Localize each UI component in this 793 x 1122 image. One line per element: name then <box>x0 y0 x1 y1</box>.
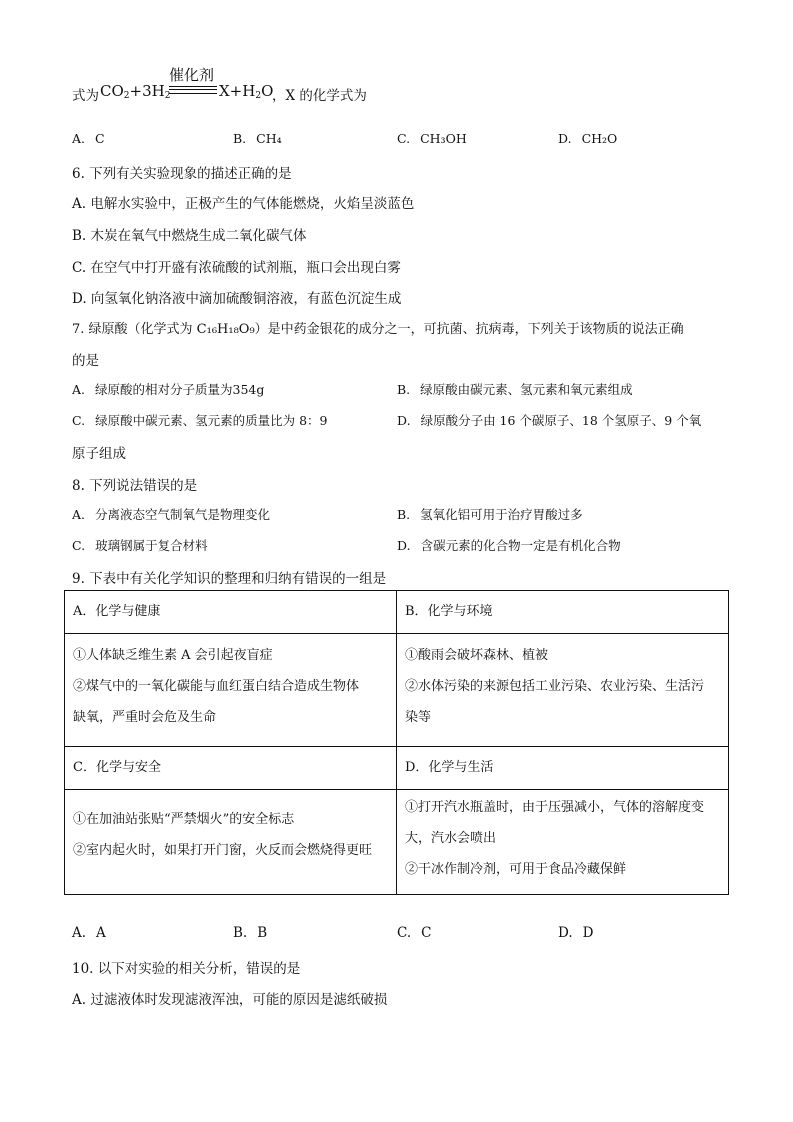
table-cell-c-head: C．化学与安全 <box>65 747 397 790</box>
table-cell-b-head: B．化学与环境 <box>397 591 729 634</box>
q7-stem-line1: 7. 绿原酸（化学式为 C₁₆H₁₈O₉）是中药金银花的成分之一，可抗菌、抗病毒，下列关于该物质的说法正确 <box>72 322 684 337</box>
q6-option-d[interactable]: D. 向氢氧化钠洛液中滴加硫酸铜溶液，有蓝色沉淀生成 <box>72 291 402 307</box>
q8-option-b[interactable]: B. 氢氧化铝可用于治疗胃酸过多 <box>397 507 583 522</box>
q5-option-a[interactable]: A. C <box>72 131 105 146</box>
equation-prefix: 式为 <box>72 88 99 104</box>
q7-option-d[interactable]: D. 绿原酸分子由 16 个碳原子、18 个氢原子、9 个氧 <box>397 413 702 428</box>
q5-option-c[interactable]: C. CH₃OH <box>397 131 467 146</box>
q9-option-d[interactable]: D. D <box>558 925 594 941</box>
q9-option-c[interactable]: C. C <box>397 925 432 941</box>
table-cell-d-head: D．化学与生活 <box>397 747 729 790</box>
q8-option-d[interactable]: D. 含碳元素的化合物一定是有机化合物 <box>397 538 621 553</box>
product-x-h2o: X+H <box>219 82 256 100</box>
q10-stem: 10. 以下对实验的相关分析，错误的是 <box>72 961 301 977</box>
q7-option-a[interactable]: A. 绿原酸的相对分子质量为354g <box>72 382 265 397</box>
equation-suffix: ，X 的化学式为 <box>272 88 367 104</box>
knowledge-table <box>64 590 729 895</box>
reactant-h2: +3H <box>129 82 165 100</box>
catalyst-label: 催化剂 <box>169 66 215 84</box>
q6-option-b[interactable]: B. 木炭在氧气中燃烧生成二氧化碳气体 <box>72 228 307 244</box>
q5-option-d[interactable]: D. CH₂O <box>558 131 618 146</box>
table-cell-a-body: ①人体缺乏维生素 A 会引起夜盲症 ②煤气中的一氧化碳能与血红蛋白结合造成生物体 缺氧，严重时会危及生命 <box>65 634 397 747</box>
q7-option-d-continuation: 原子组成 <box>72 446 126 462</box>
q7-stem-line2: 的是 <box>72 353 99 369</box>
q9-option-a[interactable]: A. A <box>72 925 106 941</box>
reactant-co2: CO <box>100 82 124 100</box>
q5-option-b[interactable]: B. CH₄ <box>233 131 282 146</box>
q6-option-a[interactable]: A. 电解水实验中，正极产生的气体能燃烧，火焰呈淡蓝色 <box>72 196 415 212</box>
q8-option-c[interactable]: C. 玻璃钢属于复合材料 <box>72 538 208 553</box>
q8-stem: 8. 下列说法错误的是 <box>72 478 198 494</box>
q9-stem: 9. 下表中有关化学知识的整理和归纳有错误的一组是 <box>72 571 387 587</box>
q9-option-b[interactable]: B. B <box>233 925 268 941</box>
table-cell-d-body: ①打开汽水瓶盖时，由于压强减小，气体的溶解度变 大，汽水会喷出 ②干冰作制冷剂，可用于食品冷藏保鲜 <box>397 790 729 895</box>
reaction-arrow <box>169 86 217 94</box>
table-cell-a-head: A．化学与健康 <box>65 591 397 634</box>
table-cell-b-body: ①酸雨会破坏森林、植被 ②水体污染的来源包括工业污染、农业污染、生活污 染等 <box>397 634 729 747</box>
q6-stem: 6. 下列有关实验现象的描述正确的是 <box>72 166 292 182</box>
q7-option-c[interactable]: C. 绿原酸中碳元素、氢元素的质量比为 8：9 <box>72 413 328 428</box>
q7-option-b[interactable]: B. 绿原酸由碳元素、氢元素和氧元素组成 <box>397 382 633 397</box>
q10-option-a[interactable]: A. 过滤液体时发现滤液浑浊，可能的原因是滤纸破损 <box>72 992 388 1008</box>
q6-option-c[interactable]: C. 在空气中打开盛有浓硫酸的试剂瓶，瓶口会出现白雾 <box>72 260 401 276</box>
q8-option-a[interactable]: A. 分离液态空气制氧气是物理变化 <box>72 507 271 522</box>
table-cell-c-body: ①在加油站张贴“严禁烟火”的安全标志 ②室内起火时，如果打开门窗，火反而会燃烧得更旺 <box>65 790 397 895</box>
